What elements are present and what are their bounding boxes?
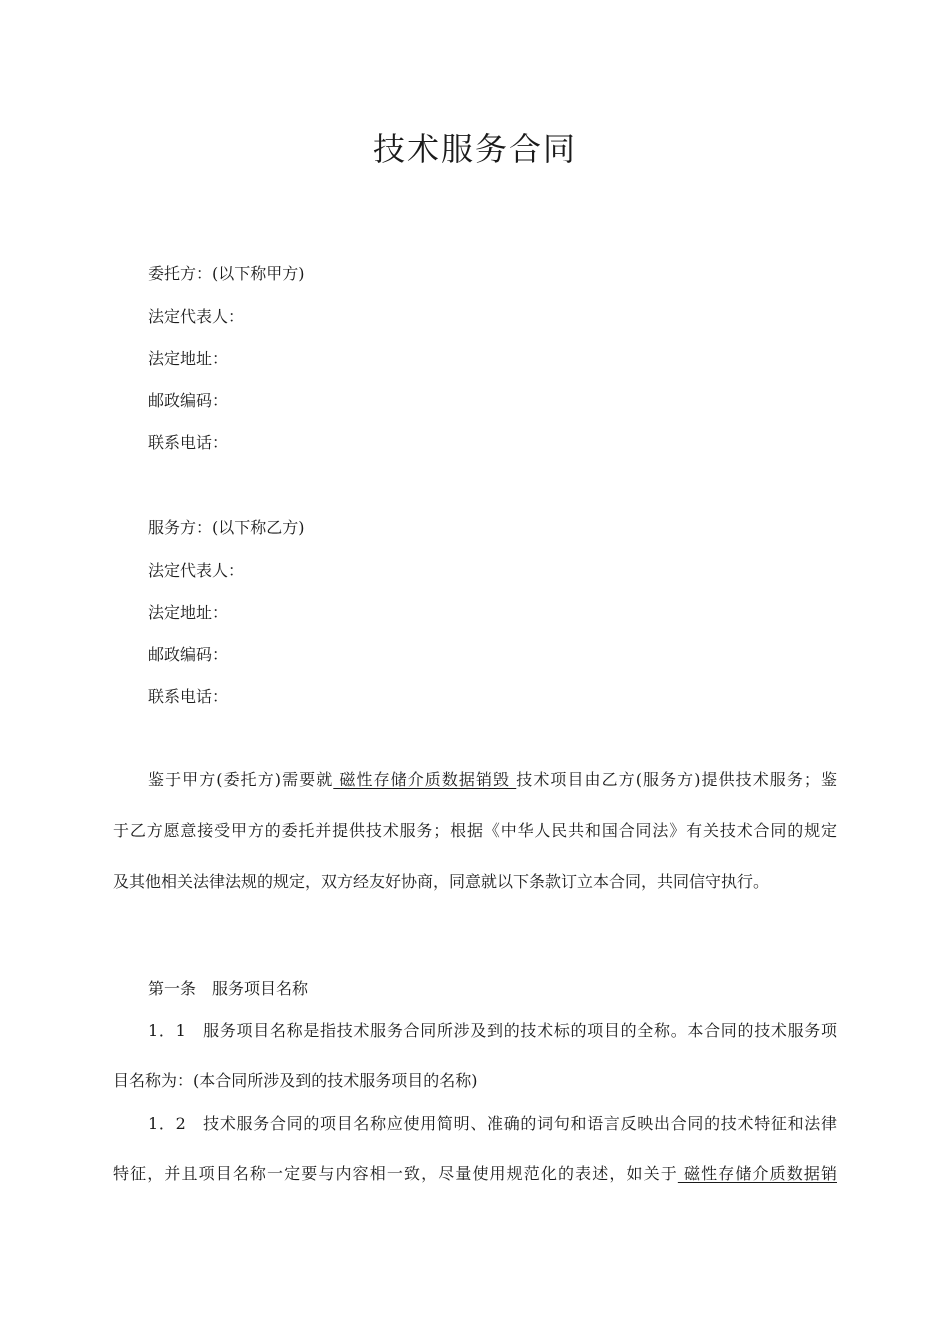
- clause-1-1-line-2: 目名称为：(本合同所涉及到的技术服务项目的名称): [113, 1071, 478, 1090]
- party-a-phone-label: 联系电话：: [148, 433, 229, 452]
- party-a-rep-label: 法定代表人：: [148, 307, 245, 326]
- article-1-heading: 第一条 服务项目名称: [148, 979, 309, 998]
- party-b-heading: 服务方：(以下称乙方): [148, 518, 305, 537]
- project-name-underlined-2: 磁性存储介质数据销: [677, 1164, 837, 1183]
- preamble-line-3: 及其他相关法律法规的规定，双方经友好协商，同意就以下条款订立本合同，共同信守执行。: [113, 872, 770, 891]
- clause-1-2-line-2: [113, 1163, 837, 1185]
- party-a-postcode-label: 邮政编码：: [148, 391, 229, 410]
- party-a-heading: 委托方：(以下称甲方): [148, 264, 305, 283]
- clause-1-2-line-1: 1．2 技术服务合同的项目名称应使用简明、准确的词句和语言反映出合同的技术特征和法律: [148, 1114, 837, 1133]
- clause-1-1-line-1: 1．1 服务项目名称是指技术服务合同所涉及到的技术标的项目的全称。本合同的技术服务项: [148, 1021, 837, 1040]
- party-b-postcode-label: 邮政编码：: [148, 645, 229, 664]
- clause-1-2-line-2-start: 特征，并且项目名称一定要与内容相一致，尽量使用规范化的表述，如关于: [113, 1164, 678, 1183]
- party-b-address-label: 法定地址：: [148, 603, 229, 622]
- project-name-underlined: 磁性存储介质数据销毁: [333, 770, 517, 789]
- document-title: 技术服务合同: [372, 130, 577, 168]
- preamble-line-1-start: 鉴于甲方(委托方)需要就: [148, 770, 334, 789]
- party-b-rep-label: 法定代表人：: [148, 561, 245, 580]
- party-b-phone-label: 联系电话：: [148, 687, 229, 706]
- preamble-line-1-end: 技术项目由乙方(服务方)提供技术服务；鉴: [516, 770, 837, 789]
- preamble-line-2: 于乙方愿意接受甲方的委托并提供技术服务；根据《中华人民共和国合同法》有关技术合同的规定: [113, 821, 837, 840]
- preamble-line-1: [148, 769, 837, 791]
- party-a-address-label: 法定地址：: [148, 349, 229, 368]
